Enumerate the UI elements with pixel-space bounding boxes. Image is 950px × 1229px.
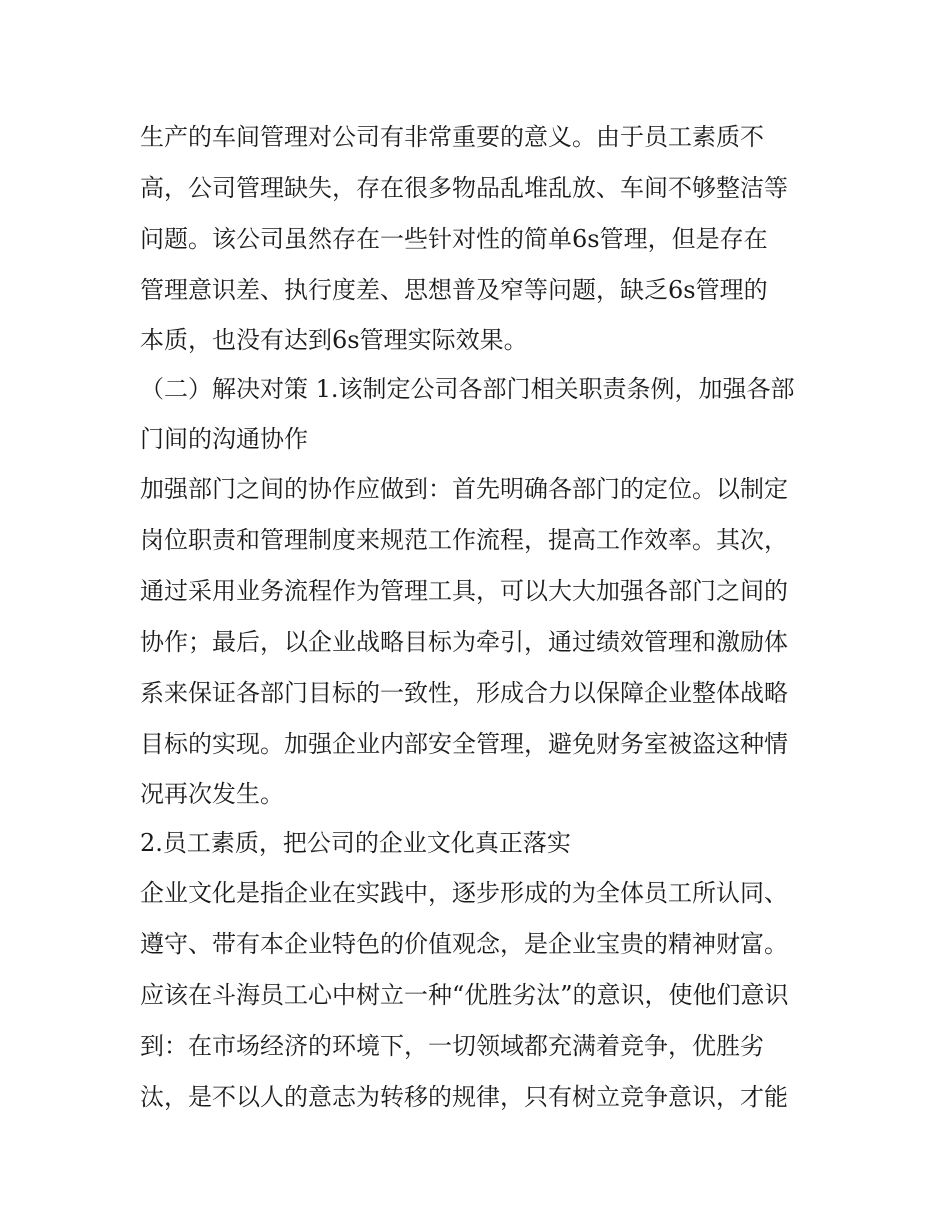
text-line: 问题。该公司虽然存在一些针对性的简单6s管理，但是存在 (140, 225, 768, 253)
subsection-heading: 2.员工素质，把公司的企业文化真正落实 (140, 829, 571, 857)
text-line: 通过采用业务流程作为管理工具，可以大大加强各部门之间的 (140, 577, 788, 605)
text-line: 遵守、带有本企业特色的价值观念，是企业宝贵的精神财富。 (140, 930, 788, 958)
text-line: 协作；最后，以企业战略目标为牵引，通过绩效管理和激励体 (140, 628, 788, 656)
text-line: 管理意识差、执行度差、思想普及窄等问题，缺乏6s管理的 (140, 276, 768, 304)
section-heading: （二）解决对策 1.该制定公司各部门相关职责条例，加强各部 (140, 375, 795, 403)
text-line: 应该在斗海员工心中树立一种“优胜劣汰”的意识，使他们意识 (140, 981, 789, 1009)
text-line: 目标的实现。加强企业内部安全管理，避免财务室被盗这种情 (140, 730, 788, 758)
body-text (140, 112, 820, 1123)
text-line: 企业文化是指企业在实践中，逐步形成的为全体员工所认同、 (140, 879, 788, 907)
text-line: 加强部门之间的协作应做到：首先明确各部门的定位。以制定 (140, 475, 788, 503)
section-heading-continued: 门间的沟通协作 (140, 425, 308, 453)
text-line: 本质，也没有达到6s管理实际效果。 (140, 326, 528, 354)
text-line: 岗位职责和管理制度来规范工作流程，提高工作效率。其次， (140, 526, 788, 554)
text-line: 况再次发生。 (140, 780, 284, 808)
text-line: 高，公司管理缺失，存在很多物品乱堆乱放、车间不够整洁等 (140, 174, 788, 202)
text-line: 到：在市场经济的环境下，一切领域都充满着竞争，优胜劣 (140, 1032, 764, 1060)
text-line: 生产的车间管理对公司有非常重要的意义。由于员工素质不 (140, 123, 764, 151)
text-line: 系来保证各部门目标的一致性，形成合力以保障企业整体战略 (140, 679, 788, 707)
text-line: 汰，是不以人的意志为转移的规律，只有树立竞争意识，才能 (140, 1083, 788, 1111)
